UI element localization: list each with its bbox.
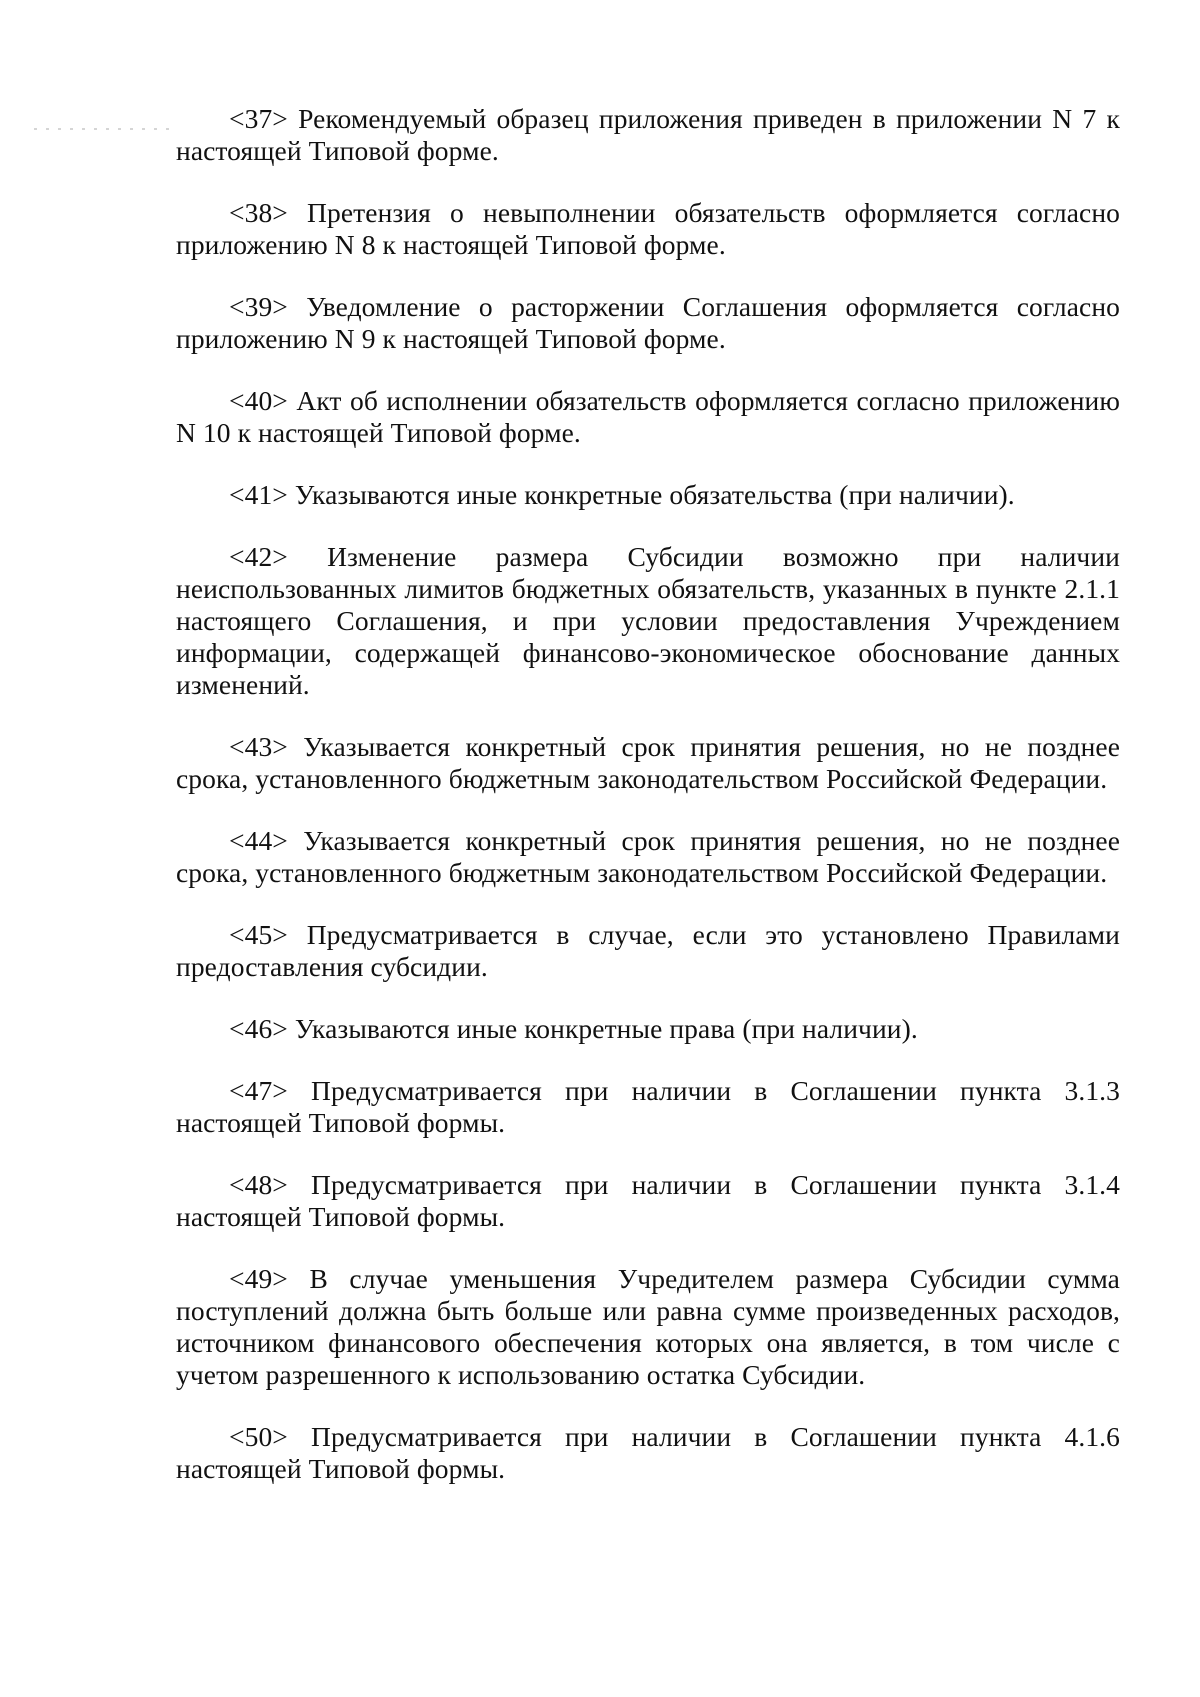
footnote-46: <46> Указываются иные конкретные права (при наличии). (229, 1013, 918, 1044)
footnote-41: <41> Указываются иные конкретные обязательства (при наличии). (229, 479, 1015, 510)
footnote-48: <48> Предусматривается при наличии в Соглашении пункта 3.1.4 настоящей Типовой формы. (176, 1169, 1120, 1232)
footnote-42: <42> Изменение размера Субсидии возможно при наличии неиспользованных лимитов бюджетных обязательств, указанных в пункте 2.1.1 настоящего Соглашения, и при условии предоставления Учреждением информации, содержащей финансово-экономическое обоснование данных изменений. (176, 541, 1120, 700)
footnote-49: <49> В случае уменьшения Учредителем размера Субсидии сумма поступлений должна быть больше или равна сумме произведенных расходов, источником финансового обеспечения которых она является, в том числе с учетом разрешенного к использованию остатка Субсидии. (176, 1263, 1120, 1390)
footnotes-list (176, 103, 1120, 1515)
footnote-37: <37> Рекомендуемый образец приложения приведен в приложении N 7 к настоящей Типовой форме. (176, 103, 1120, 166)
footnote-38: <38> Претензия о невыполнении обязательств оформляется согласно приложению N 8 к настоящей Типовой форме. (176, 197, 1120, 260)
footnote-45: <45> Предусматривается в случае, если это установлено Правилами предоставления субсидии. (176, 919, 1120, 982)
scan-artifact (34, 128, 174, 130)
footnote-43: <43> Указывается конкретный срок принятия решения, но не позднее срока, установленного бюджетным законодательством Российской Федерации. (176, 731, 1120, 794)
footnote-47: <47> Предусматривается при наличии в Соглашении пункта 3.1.3 настоящей Типовой формы. (176, 1075, 1120, 1138)
footnote-39: <39> Уведомление о расторжении Соглашения оформляется согласно приложению N 9 к настоящей Типовой форме. (176, 291, 1120, 354)
footnote-44: <44> Указывается конкретный срок принятия решения, но не позднее срока, установленного бюджетным законодательством Российской Федерации. (176, 825, 1120, 888)
footnote-40: <40> Акт об исполнении обязательств оформляется согласно приложению N 10 к настоящей Типовой форме. (176, 385, 1120, 448)
footnote-50: <50> Предусматривается при наличии в Соглашении пункта 4.1.6 настоящей Типовой формы. (176, 1421, 1120, 1484)
